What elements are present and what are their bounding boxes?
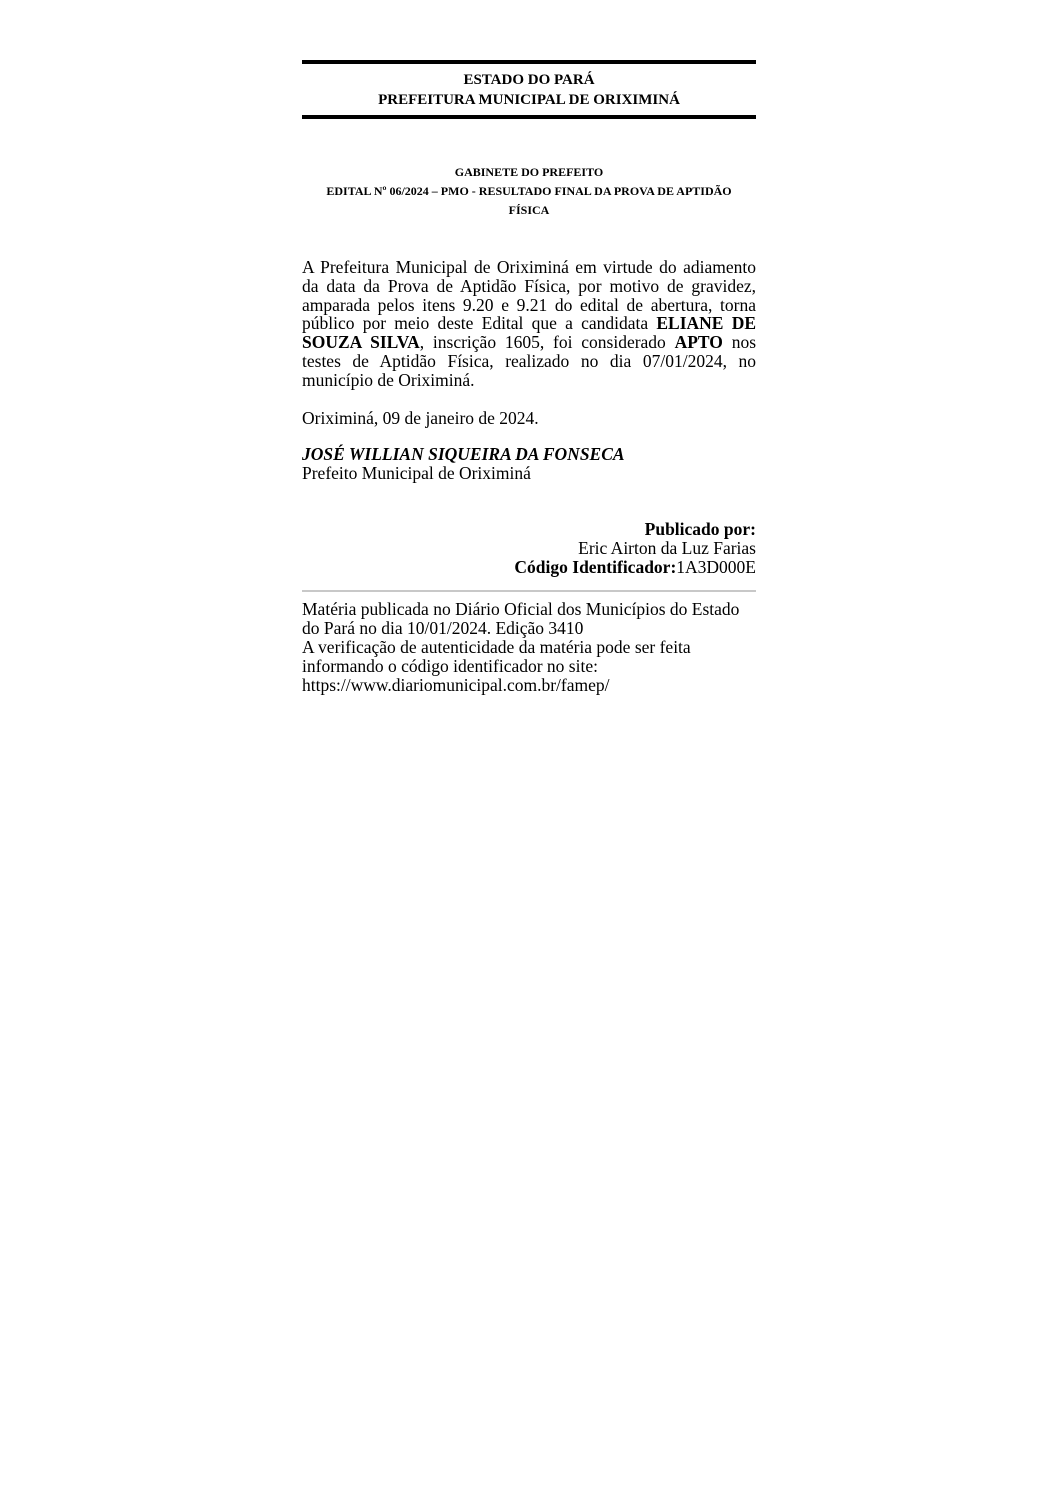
footer-line-1: Matéria publicada no Diário Oficial dos Municípios do Estado bbox=[302, 598, 740, 619]
signer-role: Prefeito Municipal de Oriximiná bbox=[302, 462, 531, 483]
identifier-line bbox=[302, 558, 756, 577]
office-name: GABINETE DO PREFEITO bbox=[454, 165, 604, 179]
body-text-part1: A Prefeitura Municipal de Oriximiná em virtude do adiamento da data da Prova de Aptidão Física, por motivo de gravidez, amparada pelos itens 9.20 e 9.21 do edital de abertura, torna público por meio deste Edital que a candidata bbox=[302, 257, 756, 334]
footer-line-4: informando o código identificador no site: bbox=[302, 655, 598, 676]
verification-url: https://www.diariomunicipal.com.br/famep/ bbox=[302, 674, 610, 695]
body-text-part3: nos testes de Aptidão Física, realizado no dia 07/01/2024, no município de Oriximiná. bbox=[302, 332, 757, 390]
identifier-code: 1A3D000E bbox=[676, 556, 756, 577]
publication-footer bbox=[302, 600, 756, 695]
place-date: Oriximiná, 09 de janeiro de 2024. bbox=[302, 407, 539, 428]
edital-title-line2: FÍSICA bbox=[508, 203, 550, 217]
footer-line-2: do Pará no dia 10/01/2024. Edição 3410 bbox=[302, 617, 584, 638]
edital-body bbox=[302, 258, 756, 390]
publisher-name: Eric Airton da Luz Farias bbox=[578, 537, 756, 558]
state-name: ESTADO DO PARÁ bbox=[463, 72, 595, 88]
header-bottom-rule bbox=[302, 115, 756, 119]
identifier-label: Código Identificador: bbox=[514, 556, 677, 577]
published-by-label: Publicado por: bbox=[644, 518, 756, 539]
office-heading bbox=[302, 163, 756, 220]
edital-title-line1: EDITAL Nº 06/2024 – PMO - RESULTADO FINAL DA PROVA DE APTIDÃO bbox=[326, 184, 732, 198]
body-text-part2: , inscrição 1605, foi considerado bbox=[419, 332, 675, 353]
candidate-name: ELIANE DE SOUZA SILVA bbox=[302, 313, 757, 353]
publisher-block bbox=[302, 520, 756, 577]
document-column bbox=[302, 60, 756, 695]
signer-name: JOSÉ WILLIAN SIQUEIRA DA FONSECA bbox=[302, 443, 625, 464]
footer-line-3: A verificação de autenticidade da matéria pode ser feita bbox=[302, 636, 691, 657]
document-header bbox=[302, 64, 756, 115]
footer-divider bbox=[302, 590, 756, 592]
result-status: APTO bbox=[674, 332, 723, 353]
municipality-name: PREFEITURA MUNICIPAL DE ORIXIMINÁ bbox=[378, 92, 680, 108]
